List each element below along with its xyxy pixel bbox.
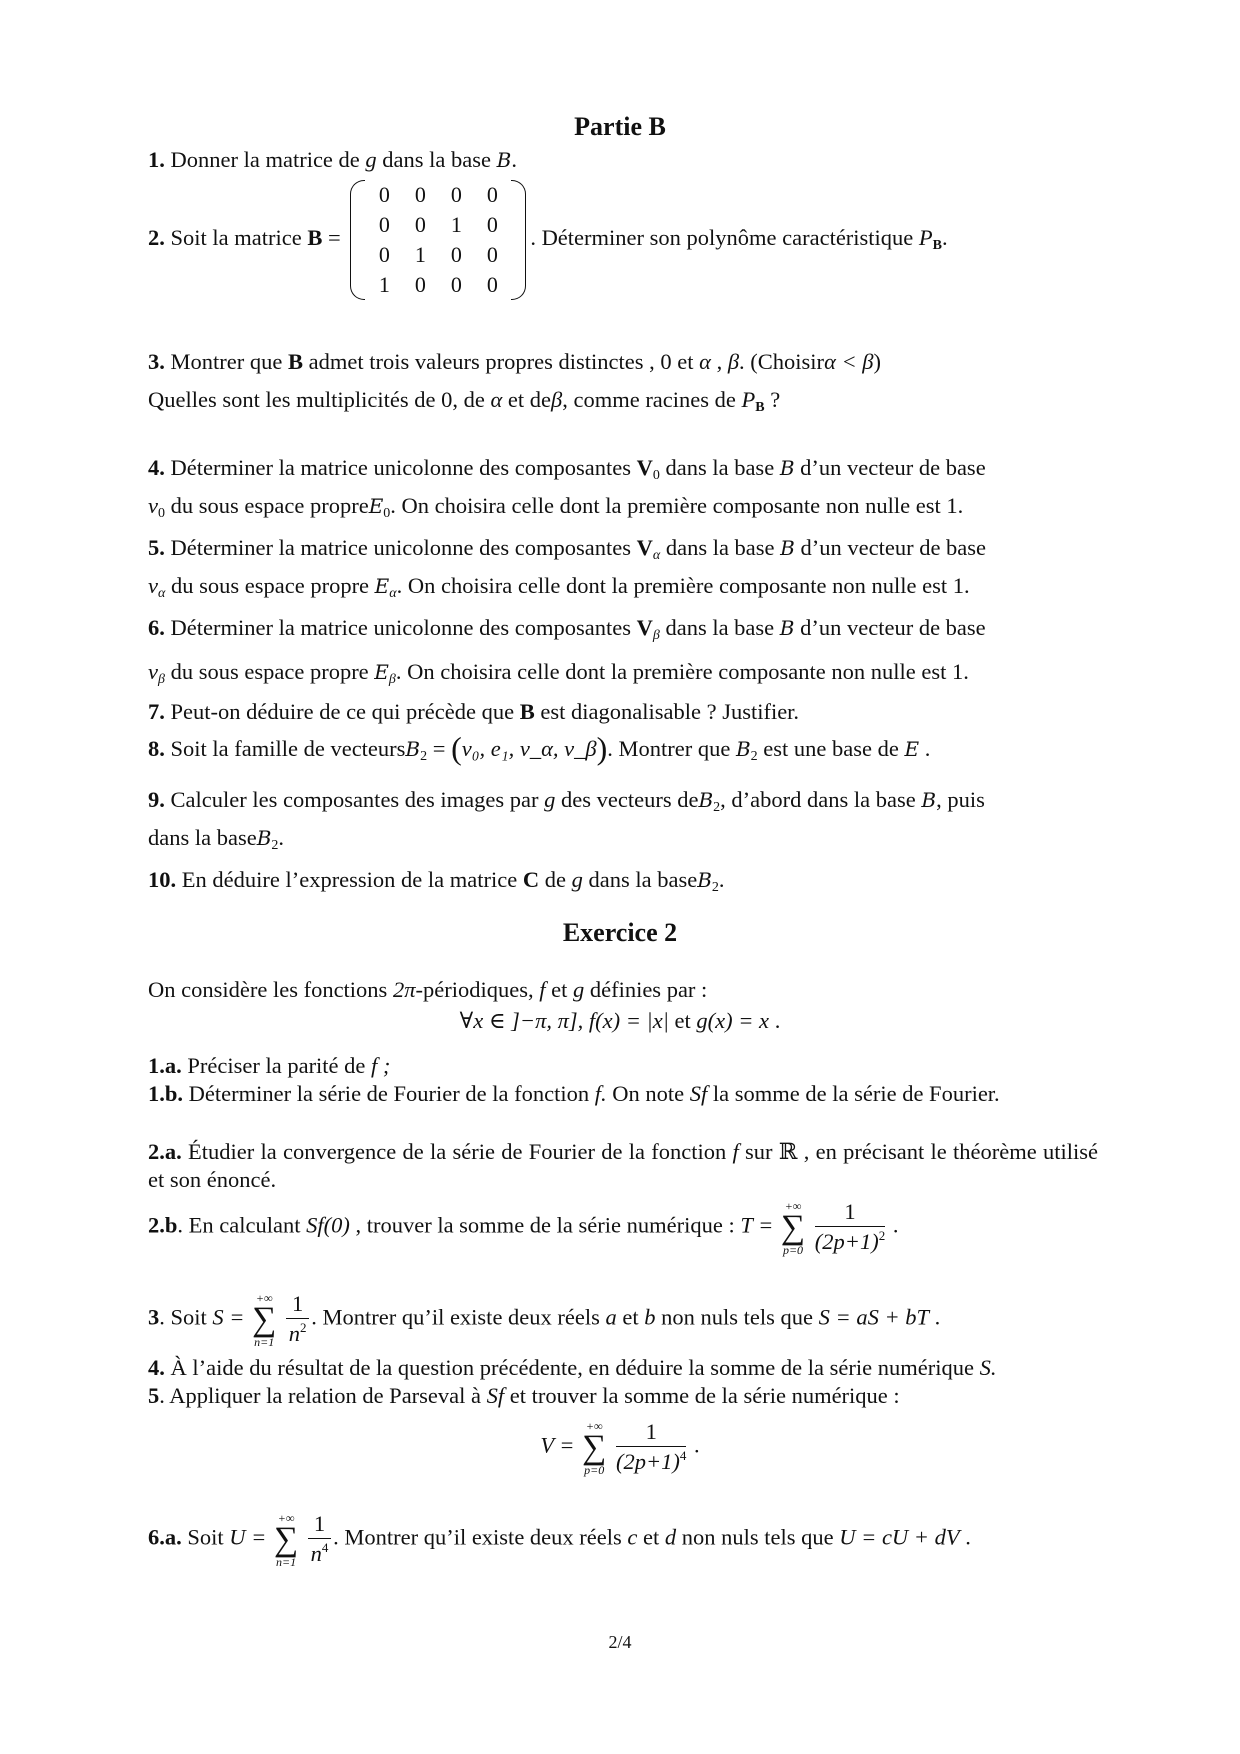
question-2b: 2.b. En calculant Sf(0) , trouver la somme de la série numérique : T = +∞ ∑ p=0 $\frac{1}{(2p+1)^2}$ .: [148, 1198, 899, 1257]
question-1: 1. Donner la matrice de g dans la base B.: [148, 147, 517, 172]
question-10: 10. En déduire l’expression de la matrice C de g dans la baseB$_2$.: [148, 867, 725, 895]
page-number: 2/4: [608, 1632, 632, 1652]
sum-sign: +∞ ∑ p=0: [582, 1418, 607, 1477]
series-v: V = +∞ ∑ p=0 $\frac{1}{(2p+1)^4}$ .: [540, 1418, 700, 1477]
question-4: 4. À l’aide du résultat de la question précédente, en déduire la somme de la série numérique S.: [148, 1355, 997, 1380]
exercice-2-title: Exercice 2: [562, 918, 678, 947]
question-6: 6. Déterminer la matrice unicolonne des composantes $V_\beta$ dans la base B d’un vecteur de base: [148, 615, 986, 643]
question-4-line2: $v_0$ du sous espace propreE$_0$. On choisira celle dont la première composante non nulle est 1.: [148, 493, 964, 521]
question-6-line2: $v_\beta$ du sous espace propre $E_\beta$. On choisira celle dont la première composante non nulle est 1.: [148, 659, 969, 687]
matrix-b: 0 0 0 0 0 0 1 0 0 1 0 0 1 0 0 0: [346, 180, 530, 300]
question-7: 7. Peut-on déduire de ce qui précède que B est diagonalisable ? Justifier.: [148, 699, 800, 724]
question-1b: 1.b. Déterminer la série de Fourier de la fonction f. On note Sf la somme de la série de Fourier.: [148, 1081, 1000, 1106]
question-5: 5. Appliquer la relation de Parseval à Sf et trouver la somme de la série numérique :: [148, 1383, 900, 1408]
question-3: 3. Soit S = +∞ ∑ n=1 $\frac{1}{n^2}$ . Montrer qu’il existe deux réels a et b non nuls tels que S = aS + bT .: [148, 1290, 941, 1349]
sum-sign: +∞ ∑ n=1: [273, 1510, 299, 1569]
question-2a: 2.a. Étudier la convergence de la série de Fourier de la fonction f sur ℝ , en précisant le théorème utilisé et son énoncé.: [148, 1139, 1098, 1192]
question-5-line2: $v_\alpha$ du sous espace propre $E_\alpha$. On choisira celle dont la première composante non nulle est 1.: [148, 573, 970, 601]
function-definition: ∀x ∈ ]−π, π], f(x) = |x| et g(x) = x .: [459, 1008, 781, 1033]
question-9-line2: dans la baseB$_2$.: [148, 825, 285, 853]
sum-sign: +∞ ∑ n=1: [252, 1290, 277, 1349]
question-1a: 1.a. Préciser la parité de f ;: [148, 1053, 391, 1078]
sum-sign: +∞ ∑ p=0: [780, 1198, 806, 1257]
question-3-multiplicities: Quelles sont les multiplicités de 0, de α et deβ, comme racines de $P_B$ ?: [148, 387, 781, 415]
question-6a: 6.a. Soit U = +∞ ∑ n=1 $\frac{1}{n^4}$ . Montrer qu’il existe deux réels c et d non nuls tels que U = cU + dV .: [148, 1510, 971, 1569]
question-2: 2. Soit la matrice B = 0 0 0 0 0 0 1 0 0 1 0 0 1 0 0 0 . Déterminer son polynôme caractéristique $P_B$.: [148, 180, 948, 300]
question-4: 4. Déterminer la matrice unicolonne des composantes $V_0$ dans la base B d’un vecteur de base: [148, 455, 986, 483]
partie-b-title: Partie B: [574, 112, 666, 141]
exercice-2-intro: On considère les fonctions 2π-périodiques, f et g définies par :: [148, 977, 708, 1002]
question-3: 3. Montrer que B admet trois valeurs propres distinctes , 0 et α , β. (Choisirα < β): [148, 349, 882, 374]
question-8: 8. Soit la famille de vecteursB$_2$ = (v₀, e₁, v_α, v_β). Montrer que $B_2$ est une base de E .: [148, 730, 931, 766]
question-5: 5. Déterminer la matrice unicolonne des composantes $V_\alpha$ dans la base B d’un vecteur de base: [148, 535, 987, 563]
question-9: 9. Calculer les composantes des images par g des vecteurs deB$_2$, d’abord dans la base B, puis: [148, 787, 985, 815]
